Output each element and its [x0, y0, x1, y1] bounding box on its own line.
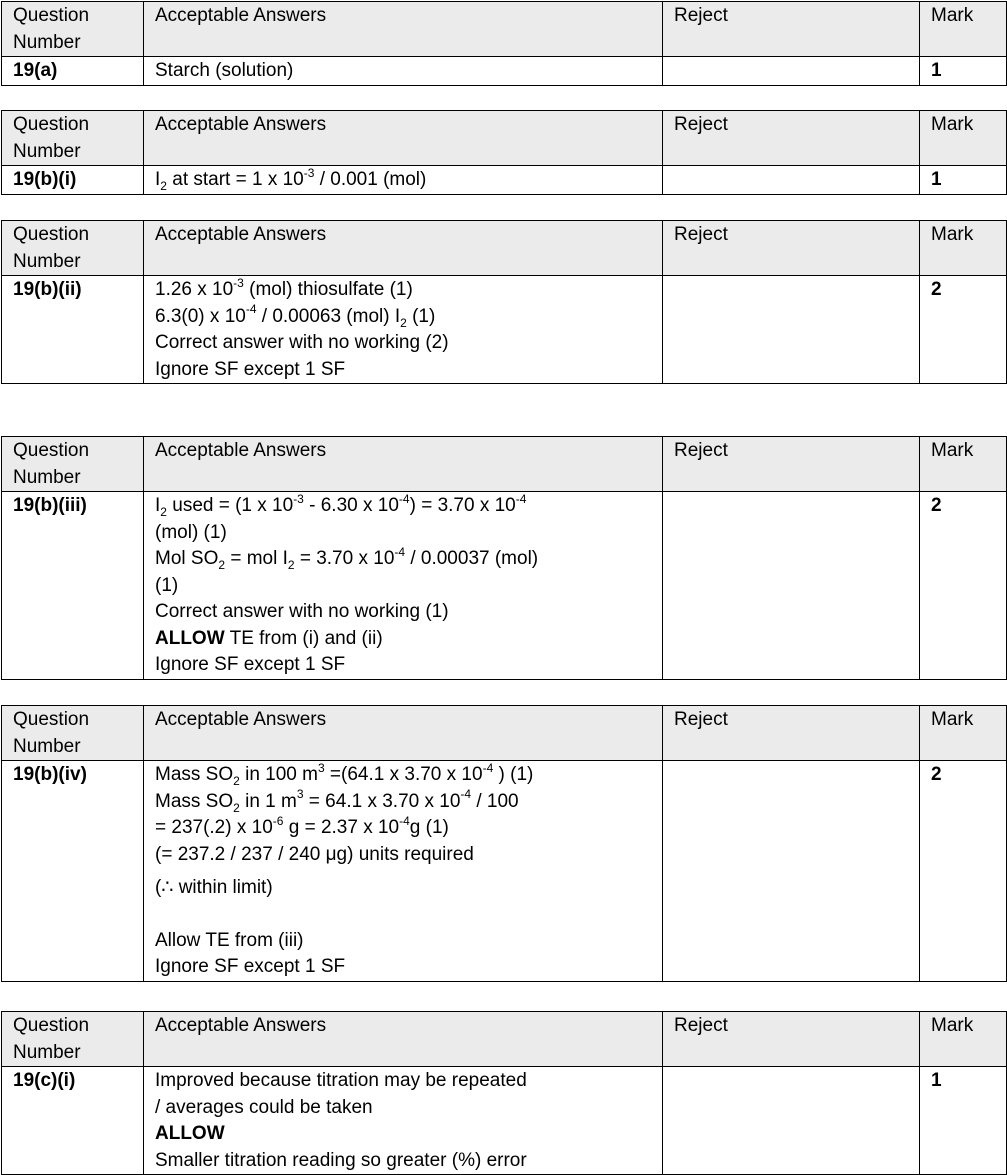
- reject-cell: [663, 166, 920, 195]
- answer-row: [2, 761, 1007, 982]
- header-reject: Reject: [663, 111, 920, 166]
- acceptable-answer: [144, 492, 663, 680]
- markscheme-table-19bi: [1, 110, 1007, 195]
- answer-line: ALLOW TE from (i) and (ii): [155, 627, 383, 649]
- reject-cell: [663, 276, 920, 384]
- header-reject: Reject: [663, 1012, 920, 1067]
- header-row: [2, 2, 1007, 57]
- header-question-number: Question Number: [2, 706, 144, 761]
- header-mark: Mark: [920, 2, 1007, 57]
- answer-row: [2, 166, 1007, 195]
- header-row: [2, 221, 1007, 276]
- answer-line: Allow TE from (iii): [155, 929, 304, 951]
- acceptable-answer: [144, 276, 663, 384]
- answer-line: Mass $SO_2$ in 1 $m^3 = 64.1$ x 3.70 x $10^{-4} / 100$: [155, 787, 519, 815]
- acceptable-answer: [144, 166, 663, 195]
- header-acceptable-answers: Acceptable Answers: [144, 1012, 663, 1067]
- markscheme-table-19biv: [1, 705, 1007, 982]
- header-question-number: Question Number: [2, 221, 144, 276]
- mark-value: 1: [920, 57, 1007, 86]
- answer-line: (1): [155, 574, 179, 596]
- header-reject: Reject: [663, 706, 920, 761]
- header-mark: Mark: [920, 706, 1007, 761]
- answer-line: (mol) (1): [155, 521, 227, 543]
- header-reject: Reject: [663, 437, 920, 492]
- answer-line: Mol $SO_2$ = mol $I_2 = 3.70$ x $10^{-4} / 0.00037$ (mol): [155, 544, 539, 572]
- header-row: [2, 437, 1007, 492]
- answer-line: Ignore SF except 1 SF: [155, 654, 346, 675]
- markscheme-table-19biii: [1, 436, 1007, 680]
- question-number: 19(a): [2, 57, 144, 86]
- markscheme-table-19a: [1, 1, 1007, 86]
- answer-line: $I_2$ at start = 1 x $10^{-3} / 0.001$ (mol): [155, 165, 427, 193]
- answer-line: Correct answer with no working (1): [155, 601, 449, 622]
- question-number: 19(b)(i): [2, 166, 144, 195]
- header-acceptable-answers: Acceptable Answers: [144, 2, 663, 57]
- question-number: 19(b)(ii): [2, 276, 144, 384]
- answer-line: Smaller titration reading so greater (%) error: [155, 1149, 527, 1171]
- acceptable-answer: [144, 57, 663, 86]
- answer-line: $I_2$ used = (1 x $10^{-3} - 6.30$ x $10^{-4}) = 3.70$ x $10^{-4}$: [155, 491, 527, 519]
- header-mark: Mark: [920, 1012, 1007, 1067]
- question-number: 19(c)(i): [2, 1067, 144, 1175]
- header-question-number: Question Number: [2, 1012, 144, 1067]
- header-acceptable-answers: Acceptable Answers: [144, 437, 663, 492]
- answer-row: [2, 492, 1007, 680]
- question-number: 19(b)(iv): [2, 761, 144, 982]
- reject-cell: [663, 57, 920, 86]
- answer-row: [2, 1067, 1007, 1175]
- header-mark: Mark: [920, 221, 1007, 276]
- answer-line: Mass $SO_2$ in 100 $m^3 =(64.1$ x 3.70 x $10^{-4}$ ) (1): [155, 760, 534, 788]
- line-gap: [155, 902, 651, 928]
- answer-line: Ignore SF except 1 SF: [155, 358, 346, 380]
- question-number: 19(b)(iii): [2, 492, 144, 680]
- answer-line: Correct answer with no working (2): [155, 332, 449, 353]
- reject-cell: [663, 761, 920, 982]
- markscheme-table-19ci: [1, 1011, 1007, 1175]
- header-acceptable-answers: Acceptable Answers: [144, 221, 663, 276]
- answer-line: (∴ within limit): [155, 877, 273, 898]
- answer-row: [2, 276, 1007, 384]
- answer-line: / averages could be taken: [155, 1096, 373, 1118]
- mark-value: 1: [920, 1067, 1007, 1175]
- header-question-number: Question Number: [2, 111, 144, 166]
- mark-value: 1: [920, 166, 1007, 195]
- answer-line: Improved because titration may be repeated: [155, 1070, 527, 1091]
- answer-line: Starch (solution): [155, 60, 294, 81]
- header-question-number: Question Number: [2, 437, 144, 492]
- header-mark: Mark: [920, 437, 1007, 492]
- header-acceptable-answers: Acceptable Answers: [144, 111, 663, 166]
- answer-row: [2, 57, 1007, 86]
- mark-value: 2: [920, 492, 1007, 680]
- mark-value: 2: [920, 276, 1007, 384]
- header-row: [2, 1012, 1007, 1067]
- header-row: [2, 706, 1007, 761]
- mark-value: 2: [920, 761, 1007, 982]
- answer-line: Ignore SF except 1 SF: [155, 956, 346, 977]
- acceptable-answer: [144, 761, 663, 982]
- answer-line: (= 237.2 / 237 / 240 μg) units required: [155, 843, 474, 865]
- header-mark: Mark: [920, 111, 1007, 166]
- answer-line: = 237(.2) x $10^{-6}$ g = 2.37 x $10^{-4}g$ (1): [155, 813, 449, 838]
- header-reject: Reject: [663, 2, 920, 57]
- reject-cell: [663, 1067, 920, 1175]
- markscheme-table-19bii: [1, 220, 1007, 384]
- header-question-number: Question Number: [2, 2, 144, 57]
- header-reject: Reject: [663, 221, 920, 276]
- answer-line: ALLOW: [155, 1123, 225, 1144]
- header-row: [2, 111, 1007, 166]
- acceptable-answer: [144, 1067, 663, 1175]
- header-acceptable-answers: Acceptable Answers: [144, 706, 663, 761]
- answer-line: 1.26 x $10^{-3}$ (mol) thiosulfate (1): [155, 275, 413, 300]
- reject-cell: [663, 492, 920, 680]
- answer-line: 6.3(0) x $10^{-4} / 0.00063$ (mol) $I_2$ (1): [155, 302, 436, 330]
